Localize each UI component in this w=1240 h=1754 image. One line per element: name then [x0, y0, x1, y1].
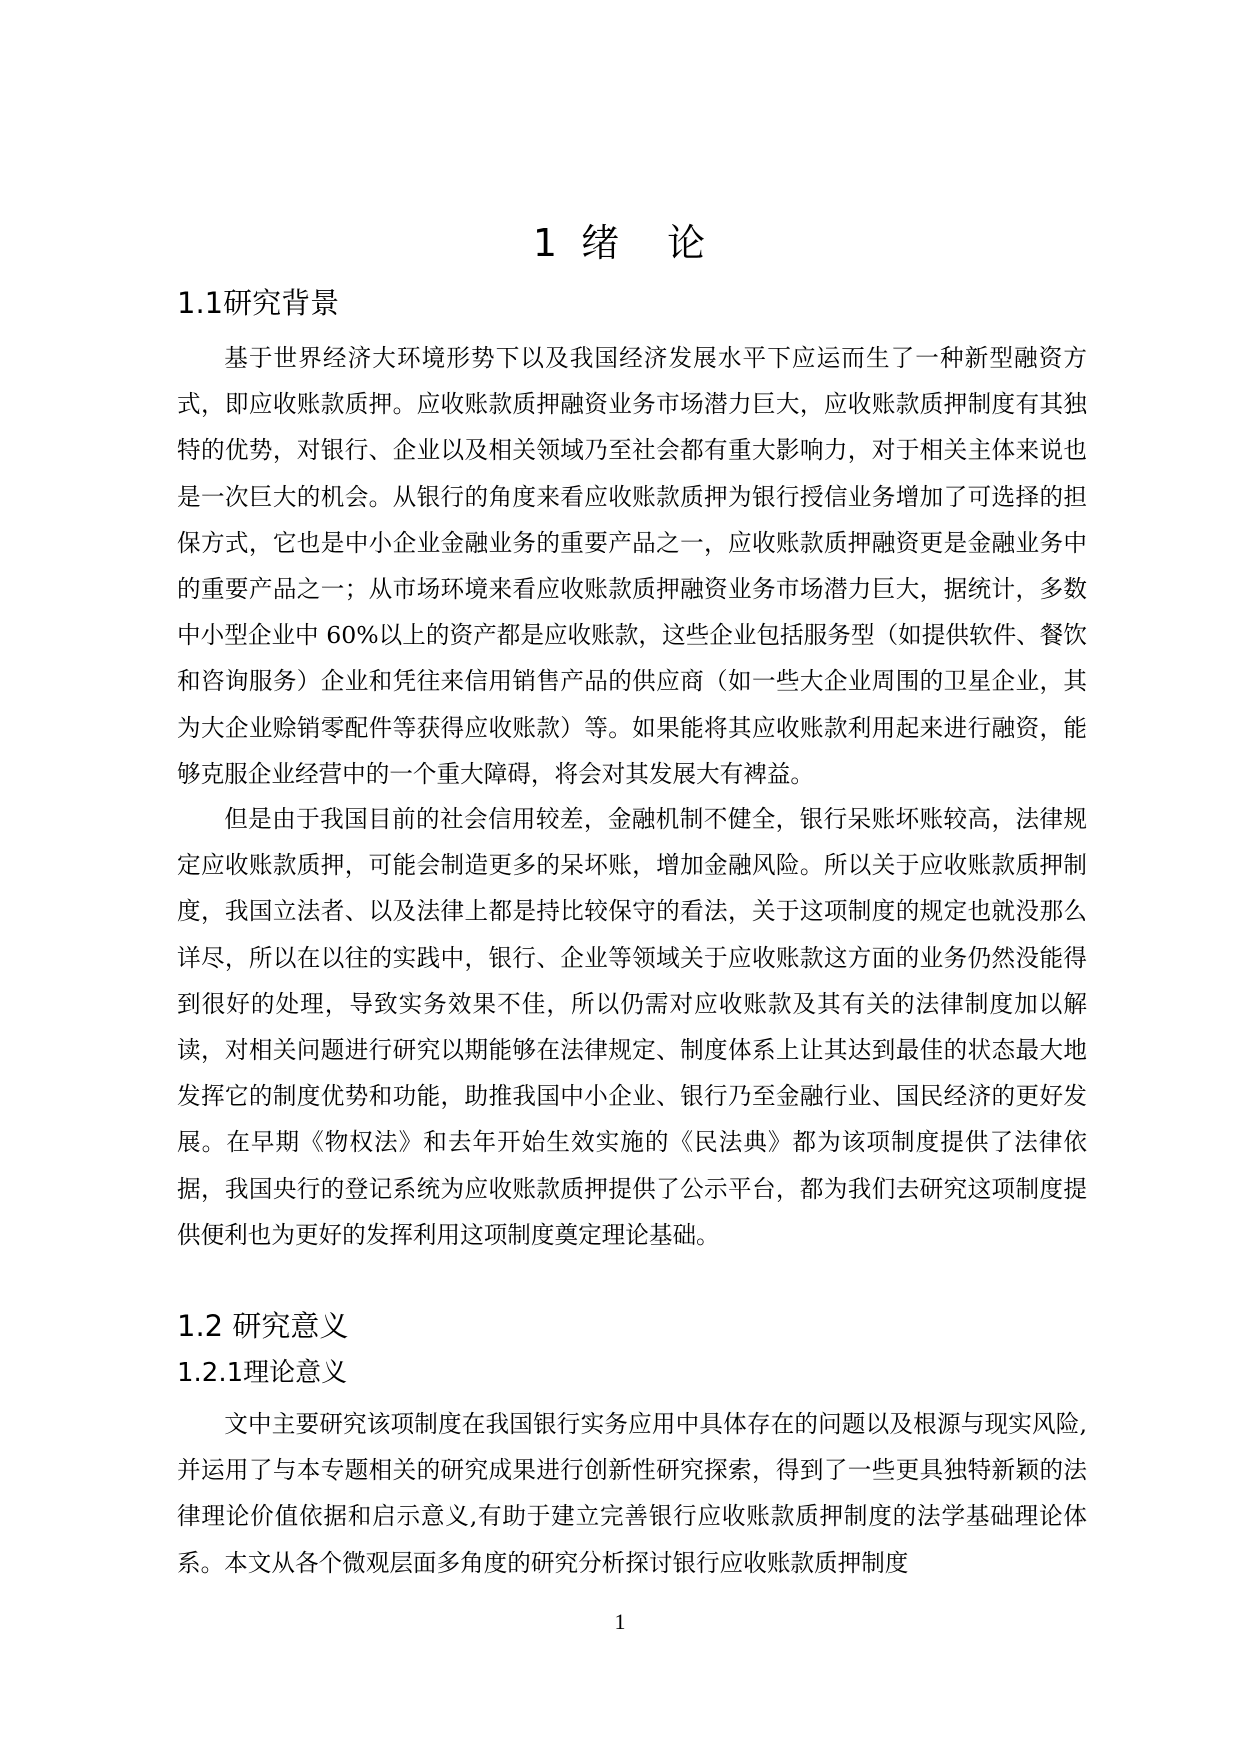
chapter-title-char-1: 绪 [581, 221, 622, 265]
subsection-heading-1-2-1: 1.2.1理论意义 [177, 1358, 348, 1388]
page-number: 1 [614, 1609, 626, 1634]
chapter-title [0, 218, 1240, 268]
section-heading-1-1: 1.1研究背景 [177, 286, 340, 320]
chapter-number: 1 [532, 221, 560, 265]
paragraph-background-2: 但是由于我国目前的社会信用较差，金融机制不健全，银行呆账坏账较高，法律规定应收账款质押，可能会制造更多的呆坏账，增加金融风险。所以关于应收账款质押制度，我国立法者、以及法律上都是持比较保守的看法，关于这项制度的规定也就没那么详尽，所以在以往的实践中，银行、企业等领域关于应收账款这方面的业务仍然没能得到很好的处理，导致实务效果不佳，所以仍需对应收账款及其有关的法律制度加以解读，对相关问题进行研究以期能够在法律规定、制度体系上让其达到最佳的状态最大地发挥它的制度优势和功能，助推我国中小企业、银行乃至金融行业、国民经济的更好发展。在早期《物权法》和去年开始生效实施的《民法典》都为该项制度提供了法律依据，我国央行的登记系统为应收账款质押提供了公示平台，都为我们去研究这项制度提供便利也为更好的发挥利用这项制度奠定理论基础。 [177, 805, 1087, 1249]
section-heading-1-2: 1.2 研究意义 [177, 1309, 349, 1343]
chapter-title-char-2: 论 [667, 221, 708, 265]
paragraph-background-1: 基于世界经济大环境形势下以及我国经济发展水平下应运而生了一种新型融资方式，即应收账款质押。应收账款质押融资业务市场潜力巨大，应收账款质押制度有其独特的优势，对银行、企业以及相关领域乃至社会都有重大影响力，对于相关主体来说也是一次巨大的机会。从银行的角度来看应收账款质押为银行授信业务增加了可选择的担保方式，它也是中小企业金融业务的重要产品之一，应收账款质押融资更是金融业务中的重要产品之一；从市场环境来看应收账款质押融资业务市场潜力巨大，据统计，多数中小型企业中 60%以上的资产都是应收账款，这些企业包括服务型（如提供软件、餐饮和咨询服务）企业和凭往来信用销售产品的供应商（如一些大企业周围的卫星企业，其为大企业赊销零配件等获得应收账款）等。如果能将其应收账款利用起来进行融资，能够克服企业经营中的一个重大障碍，将会对其发展大有裨益。 [177, 344, 1087, 788]
paragraph-theoretical-significance: 文中主要研究该项制度在我国银行实务应用中具体存在的问题以及根源与现实风险,并运用了与本专题相关的研究成果进行创新性研究探索，得到了一些更具独特新颖的法律理论价值依据和启示意义,有助于建立完善银行应收账款质押制度的法学基础理论体系。本文从各个微观层面多角度的研究分析探讨银行应收账款质押制度 [177, 1410, 1087, 1577]
